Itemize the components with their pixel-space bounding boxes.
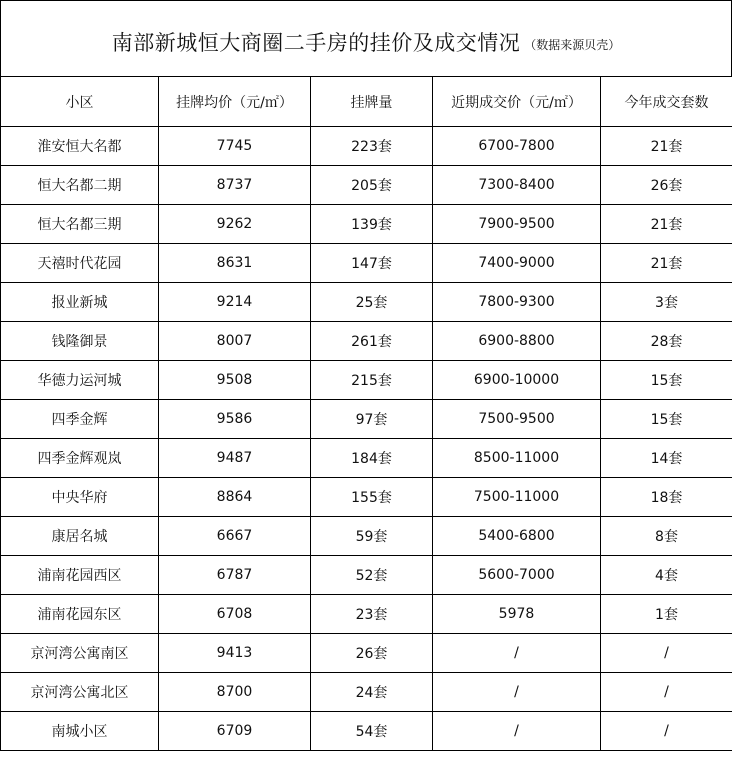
cell-listing-count: 205套	[311, 166, 433, 205]
cell-avg-listing-price: 9487	[159, 439, 311, 478]
table-title	[0, 0, 732, 76]
cell-listing-count: 147套	[311, 244, 433, 283]
cell-community: 钱隆御景	[1, 322, 159, 361]
cell-community: 天禧时代花园	[1, 244, 159, 283]
cell-listing-count: 261套	[311, 322, 433, 361]
cell-community: 四季金辉观岚	[1, 439, 159, 478]
cell-avg-listing-price: 6787	[159, 556, 311, 595]
table-row	[1, 283, 732, 322]
cell-listing-count: 184套	[311, 439, 433, 478]
table-row	[1, 712, 732, 751]
table-row	[1, 244, 732, 283]
cell-deals-this-year: 15套	[601, 361, 732, 400]
cell-deals-this-year: 8套	[601, 517, 732, 556]
cell-community: 康居名城	[1, 517, 159, 556]
cell-community: 中央华府	[1, 478, 159, 517]
cell-community: 京河湾公寓北区	[1, 673, 159, 712]
cell-avg-listing-price: 9586	[159, 400, 311, 439]
cell-avg-listing-price: 6708	[159, 595, 311, 634]
title-source-note: （数据来源贝壳）	[524, 38, 621, 52]
cell-community: 四季金辉	[1, 400, 159, 439]
cell-listing-count: 155套	[311, 478, 433, 517]
cell-recent-deal-price: 7500-9500	[433, 400, 601, 439]
cell-avg-listing-price: 6709	[159, 712, 311, 751]
table-row	[1, 127, 732, 166]
table-row	[1, 595, 732, 634]
header-avg-listing-price: 挂牌均价（元/㎡）	[159, 77, 311, 127]
cell-listing-count: 139套	[311, 205, 433, 244]
header-community: 小区	[1, 77, 159, 127]
cell-community: 南城小区	[1, 712, 159, 751]
cell-deals-this-year: 14套	[601, 439, 732, 478]
table-row	[1, 205, 732, 244]
header-listing-count: 挂牌量	[311, 77, 433, 127]
cell-recent-deal-price: 6700-7800	[433, 127, 601, 166]
cell-recent-deal-price: /	[433, 712, 601, 751]
cell-community: 京河湾公寓南区	[1, 634, 159, 673]
cell-recent-deal-price: 5978	[433, 595, 601, 634]
cell-listing-count: 24套	[311, 673, 433, 712]
cell-deals-this-year: 26套	[601, 166, 732, 205]
table-row	[1, 556, 732, 595]
cell-avg-listing-price: 7745	[159, 127, 311, 166]
cell-avg-listing-price: 8864	[159, 478, 311, 517]
table-row	[1, 400, 732, 439]
table-body	[1, 127, 732, 751]
cell-recent-deal-price: 6900-10000	[433, 361, 601, 400]
cell-avg-listing-price: 8700	[159, 673, 311, 712]
cell-listing-count: 23套	[311, 595, 433, 634]
cell-deals-this-year: 1套	[601, 595, 732, 634]
cell-deals-this-year: 21套	[601, 244, 732, 283]
cell-recent-deal-price: 7500-11000	[433, 478, 601, 517]
cell-listing-count: 215套	[311, 361, 433, 400]
cell-deals-this-year: /	[601, 634, 732, 673]
header-deals-this-year: 今年成交套数	[601, 77, 732, 127]
table-row	[1, 517, 732, 556]
cell-listing-count: 52套	[311, 556, 433, 595]
cell-community: 恒大名都二期	[1, 166, 159, 205]
header-recent-deal-price: 近期成交价（元/㎡）	[433, 77, 601, 127]
cell-deals-this-year: 21套	[601, 127, 732, 166]
cell-recent-deal-price: 7400-9000	[433, 244, 601, 283]
cell-deals-this-year: 21套	[601, 205, 732, 244]
cell-listing-count: 54套	[311, 712, 433, 751]
table-row	[1, 166, 732, 205]
cell-community: 恒大名都三期	[1, 205, 159, 244]
cell-deals-this-year: 28套	[601, 322, 732, 361]
cell-recent-deal-price: /	[433, 634, 601, 673]
table-row	[1, 361, 732, 400]
cell-avg-listing-price: 9508	[159, 361, 311, 400]
cell-recent-deal-price: 5600-7000	[433, 556, 601, 595]
cell-deals-this-year: 3套	[601, 283, 732, 322]
cell-deals-this-year: /	[601, 712, 732, 751]
cell-community: 浦南花园西区	[1, 556, 159, 595]
cell-listing-count: 26套	[311, 634, 433, 673]
table-row	[1, 673, 732, 712]
table-row	[1, 322, 732, 361]
cell-avg-listing-price: 8631	[159, 244, 311, 283]
cell-avg-listing-price: 8007	[159, 322, 311, 361]
cell-avg-listing-price: 6667	[159, 517, 311, 556]
cell-recent-deal-price: 5400-6800	[433, 517, 601, 556]
cell-avg-listing-price: 9214	[159, 283, 311, 322]
cell-community: 浦南花园东区	[1, 595, 159, 634]
cell-avg-listing-price: 9413	[159, 634, 311, 673]
cell-listing-count: 97套	[311, 400, 433, 439]
cell-deals-this-year: /	[601, 673, 732, 712]
cell-deals-this-year: 15套	[601, 400, 732, 439]
cell-avg-listing-price: 8737	[159, 166, 311, 205]
cell-recent-deal-price: /	[433, 673, 601, 712]
table-row	[1, 478, 732, 517]
cell-community: 华德力运河城	[1, 361, 159, 400]
cell-deals-this-year: 18套	[601, 478, 732, 517]
title-main: 南部新城恒大商圈二手房的挂价及成交情况	[111, 30, 521, 55]
cell-recent-deal-price: 7300-8400	[433, 166, 601, 205]
cell-listing-count: 223套	[311, 127, 433, 166]
table-row	[1, 634, 732, 673]
cell-listing-count: 59套	[311, 517, 433, 556]
cell-recent-deal-price: 7900-9500	[433, 205, 601, 244]
listing-table	[0, 76, 732, 751]
table-row	[1, 439, 732, 478]
header-row	[1, 77, 732, 127]
cell-deals-this-year: 4套	[601, 556, 732, 595]
cell-community: 报业新城	[1, 283, 159, 322]
cell-recent-deal-price: 8500-11000	[433, 439, 601, 478]
cell-listing-count: 25套	[311, 283, 433, 322]
cell-community: 淮安恒大名都	[1, 127, 159, 166]
cell-recent-deal-price: 6900-8800	[433, 322, 601, 361]
cell-recent-deal-price: 7800-9300	[433, 283, 601, 322]
cell-avg-listing-price: 9262	[159, 205, 311, 244]
